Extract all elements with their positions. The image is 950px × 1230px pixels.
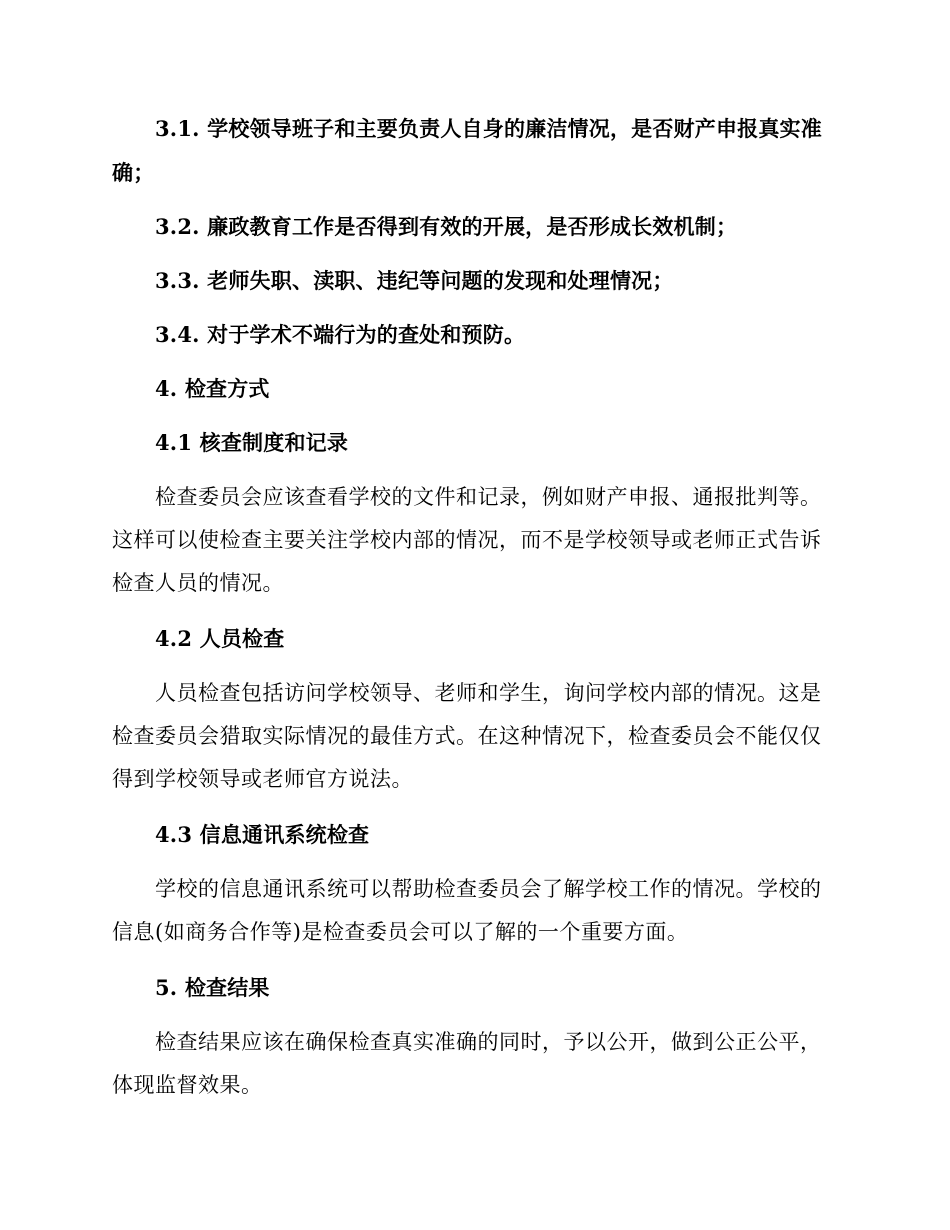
section-4-2-title: 4.2 人员检查 — [155, 626, 285, 651]
item-3-4: 3.4. 对于学术不端行为的查处和预防。 — [155, 322, 526, 347]
section-4-3-body: 学校的信息通讯系统可以帮助检查委员会了解学校工作的情况。学校的信息(如商务合作等)是检查委员会可以了解的一个重要方面。 — [112, 877, 822, 944]
section-4-3-title: 4.3 信息通讯系统检查 — [155, 822, 370, 847]
section-5-title: 5. 检查结果 — [155, 975, 270, 1000]
item-3-2: 3.2. 廉政教育工作是否得到有效的开展，是否形成长效机制； — [155, 214, 738, 239]
section-4-2-body: 人员检查包括访问学校领导、老师和学生，询问学校内部的情况。这是检查委员会猎取实际情况的最佳方式。在这种情况下，检查委员会不能仅仅得到学校领导或老师官方说法。 — [112, 681, 822, 791]
section-4-1-title: 4.1 核查制度和记录 — [155, 430, 349, 455]
section-4-title: 4. 检查方式 — [155, 376, 270, 401]
document-content — [112, 107, 832, 1107]
section-5-body: 检查结果应该在确保检查真实准确的同时，予以公开，做到公正公平，体现监督效果。 — [112, 1030, 822, 1097]
item-3-3: 3.3. 老师失职、渎职、违纪等问题的发现和处理情况； — [155, 268, 674, 293]
item-3-1: 3.1. 学校领导班子和主要负责人自身的廉洁情况，是否财产申报真实准确； — [112, 116, 822, 185]
section-4-1-body: 检查委员会应该查看学校的文件和记录，例如财产申报、通报批判等。这样可以使检查主要关注学校内部的情况，而不是学校领导或老师正式告诉检查人员的情况。 — [112, 485, 822, 595]
